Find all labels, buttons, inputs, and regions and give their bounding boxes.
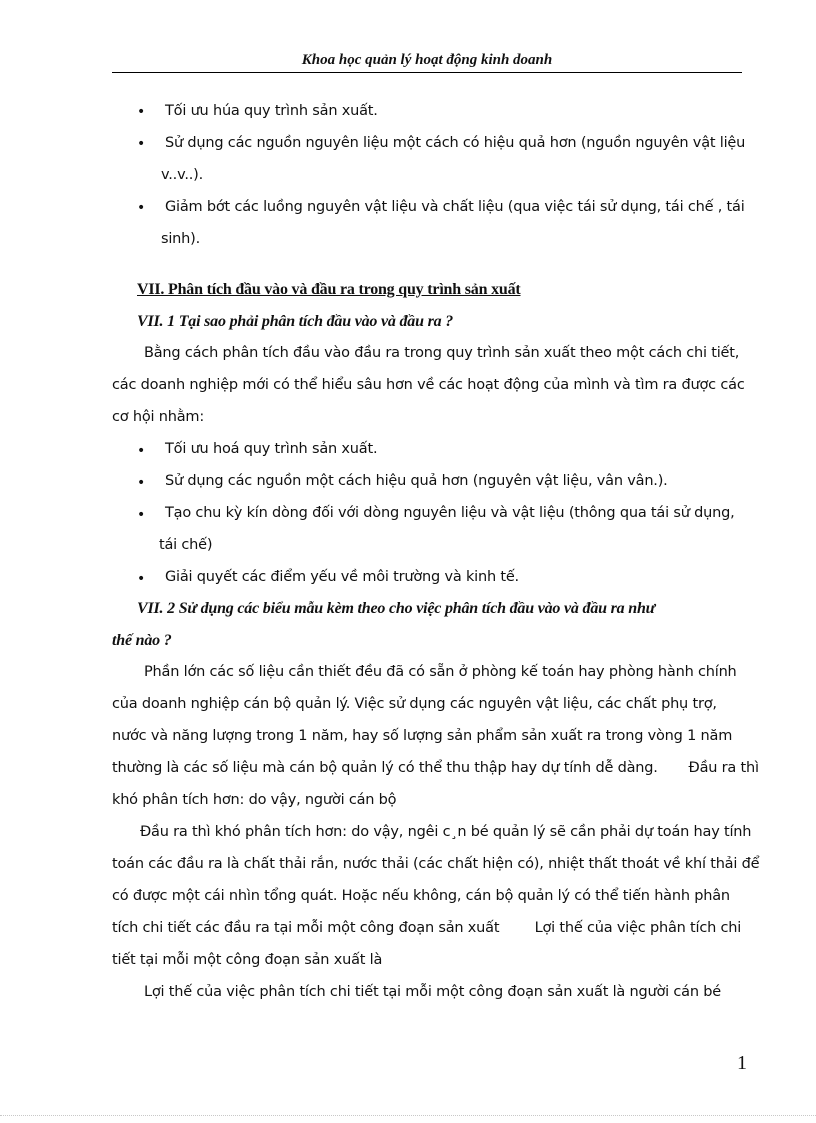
page-number: 1 <box>737 1052 747 1074</box>
bullet-line: Tạo chu kỳ kín dòng đối với dòng nguyên liệu và vật liệu (thông qua tái sử dụng, <box>165 505 735 521</box>
paragraph-line: các doanh nghiệp mới có thể hiểu sâu hơn về các hoạt động của mình và tìm ra được các <box>112 377 745 393</box>
page-bottom-divider <box>0 1115 816 1116</box>
subheading: VII. 2 Sử dụng các biểu mẫu kèm theo cho việc phân tích đầu vào và đầu ra như <box>137 600 656 617</box>
bullet-line: Sử dụng các nguồn nguyên liệu một cách có hiệu quả hơn (nguồn nguyên vật liệu <box>165 135 746 151</box>
bullet-line: v..v..). <box>161 167 204 183</box>
bullet-line: tái chế) <box>159 537 213 553</box>
bullet-icon: • <box>137 136 146 152</box>
paragraph-line: Phần lớn các số liệu cần thiết đều đã có sẵn ở phòng kế toán hay phòng hành chính <box>144 664 737 680</box>
paragraph-line: toán các đầu ra là chất thải rắn, nước thải (các chất hiện có), nhiệt thất thoát về khí thải để <box>112 856 760 872</box>
bullet-line: sinh). <box>161 231 201 247</box>
paragraph-line: Lợi thế của việc phân tích chi tiết tại mỗi một công đoạn sản xuất là người cán bé <box>144 984 721 1000</box>
paragraph-line: Đầu ra thì khó phân tích hơn: do vậy, ngêi c¸n bé quản lý sẽ cần phải dự toán hay tính <box>140 824 752 840</box>
section-heading: VII. Phân tích đầu vào và đầu ra trong quy trình sản xuất <box>137 281 521 298</box>
page-header: Khoa học quản lý hoạt động kinh doanh <box>301 52 553 68</box>
paragraph-line: khó phân tích hơn: do vậy, người cán bộ <box>112 792 397 808</box>
bullet-line: Giải quyết các điểm yếu về môi trường và kinh tế. <box>165 569 519 585</box>
paragraph-line: có được một cái nhìn tổng quát. Hoặc nếu không, cán bộ quản lý có thể tiến hành phân <box>112 888 730 904</box>
paragraph-line: của doanh nghiệp cán bộ quản lý. Việc sử dụng các nguyên vật liệu, các chất phụ trợ, <box>112 696 717 712</box>
bullet-icon: • <box>137 104 146 120</box>
subheading: VII. 1 Tại sao phải phân tích đầu vào và đầu ra ? <box>137 313 454 330</box>
bullet-line: Sử dụng các nguồn một cách hiệu quả hơn (nguyên vật liệu, vân vân.). <box>165 473 668 489</box>
bullet-line: Tối ưu húa quy trình sản xuất. <box>165 103 378 119</box>
bullet-line: Tối ưu hoá quy trình sản xuất. <box>165 441 378 457</box>
paragraph-line: Bằng cách phân tích đầu vào đầu ra trong quy trình sản xuất theo một cách chi tiết, <box>144 345 740 361</box>
bullet-icon: • <box>137 200 146 216</box>
paragraph-line: cơ hội nhằm: <box>112 409 205 425</box>
bullet-line: Giảm bớt các luồng nguyên vật liệu và chất liệu (qua việc tái sử dụng, tái chế , tái <box>165 199 745 215</box>
bullet-icon: • <box>137 571 146 587</box>
paragraph-line: nước và năng lượng trong 1 năm, hay số lượng sản phẩm sản xuất ra trong vòng 1 năm <box>112 728 733 744</box>
subheading: thế nào ? <box>112 632 172 649</box>
bullet-icon: • <box>137 507 146 523</box>
bullet-icon: • <box>137 443 146 459</box>
header-rule <box>112 72 742 73</box>
paragraph-line: tích chi tiết các đầu ra tại mỗi một công đoạn sản xuất Lợi thế của việc phân tích chi <box>112 920 742 936</box>
paragraph-line: tiết tại mỗi một công đoạn sản xuất là <box>112 952 383 968</box>
bullet-icon: • <box>137 475 146 491</box>
paragraph-line: thường là các số liệu mà cán bộ quản lý có thể thu thập hay dự tính dễ dàng. Đầu ra thì <box>112 760 759 776</box>
